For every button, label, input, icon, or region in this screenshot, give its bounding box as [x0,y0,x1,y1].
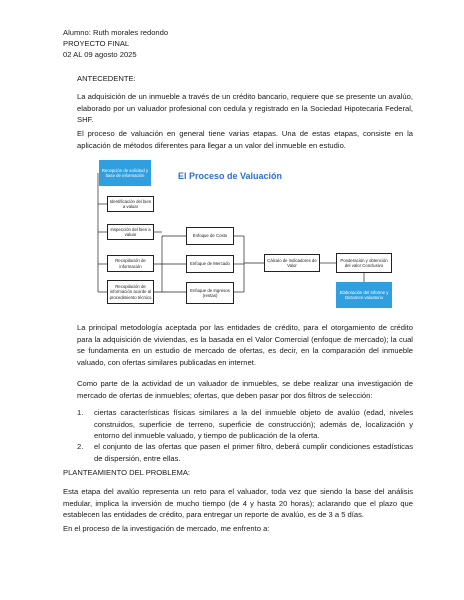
planteamiento-paragraph-2: En el proceso de la investigación de mercado, me enfrento a: [63,524,270,533]
box-identificacion: Identificación del bien a valuar [107,196,154,212]
metodologia-paragraph-2: Como parte de la actividad de un valuador de inmuebles, se debe realizar una investigación de mercado de ofertas de inmuebles; ofertas, que deben pasar por dos filtros de selección: [77,379,413,400]
antecedente-paragraph-1: La adquisición de un inmueble a través de un crédito bancario, requiere que se presente un avalúo, elaborado por un valuador profesional con cedula y registrado en la Sociedad Hipotecaria Federal, SHF. [77,92,413,124]
box-recopilacion: Recopilación de información [107,255,154,272]
box-inspeccion: Inspección del bien a valuar [107,224,154,240]
box-calculo-indicadores: Cálculo de indicadores de Valor [264,254,320,272]
project-dates: 02 AL 09 agosto 2025 [63,50,137,59]
valuation-process-diagram [96,160,426,312]
box-elaboracion-informe: Elaboración del Informe y Dictamen valuatorio [336,282,392,308]
list-item-text: ciertas características físicas similares a la del inmueble objeto de avalúo (edad, niveles construidos, superficie de terreno, superficie de construcción); además de, localización y entorno del inmueble valuado, y tiempo de publicación de la oferta. [94,408,413,440]
box-recepcion-solicitud: Recepción de solicitud y base de información [99,160,151,186]
box-recopilacion-enfoques: Recopilación de información acorde al procedimiento técnico [107,280,154,304]
list-item-number: 2. [77,442,84,451]
box-enfoque-ingresos: Enfoque de Ingresos (rentas) [186,282,234,304]
list-item-text: el conjunto de las ofertas que pasen el primer filtro, deberá cumplir condiciones estadísticas de dispersión, entre ellas. [94,442,413,463]
box-enfoque-mercado: Enfoque de Mercado [186,255,234,273]
box-ponderacion: Ponderación y obtención del valor Conclusivo [336,253,392,273]
antecedente-paragraph-2: El proceso de valuación en general tiene varias etapas. Una de estas etapas, consiste en la aplicación de métodos diferentes para llegar a un valor del inmueble en estudio. [77,129,413,150]
box-enfoque-costo: Enfoque de Costo [186,227,234,245]
list-item-number: 1. [77,408,84,417]
diagram-title: El Proceso de Valuación [178,171,283,181]
metodologia-paragraph-1: La principal metodología aceptada por las entidades de crédito, para el otorgamiento de crédito para la adquisición de viviendas, es la basada en el Valor Comercial (enfoque de mercado); la cual se fundamenta en un estudio de mercado de ofertas, es decir, en la comparación del inmueble valuado, con ofertas similares publicadas en internet. [77,323,413,367]
planteamiento-heading: PLANTEAMIENTO DEL PROBLEMA: [63,468,191,477]
project-title: PROYECTO FINAL [63,39,130,48]
student-name: Alumno: Ruth morales redondo [63,28,169,37]
antecedente-heading: ANTECEDENTE: [77,74,136,83]
planteamiento-paragraph-1: Esta etapa del avalúo representa un reto para el valuador, toda vez que siendo la base del análisis medular, implica la inversión de mucho tiempo (de 4 y hasta 20 horas); aclarando que el plazo que establecen las entidades de crédito, para entregar un reporte de avalúo, es de 3 a 5 días. [63,487,413,519]
